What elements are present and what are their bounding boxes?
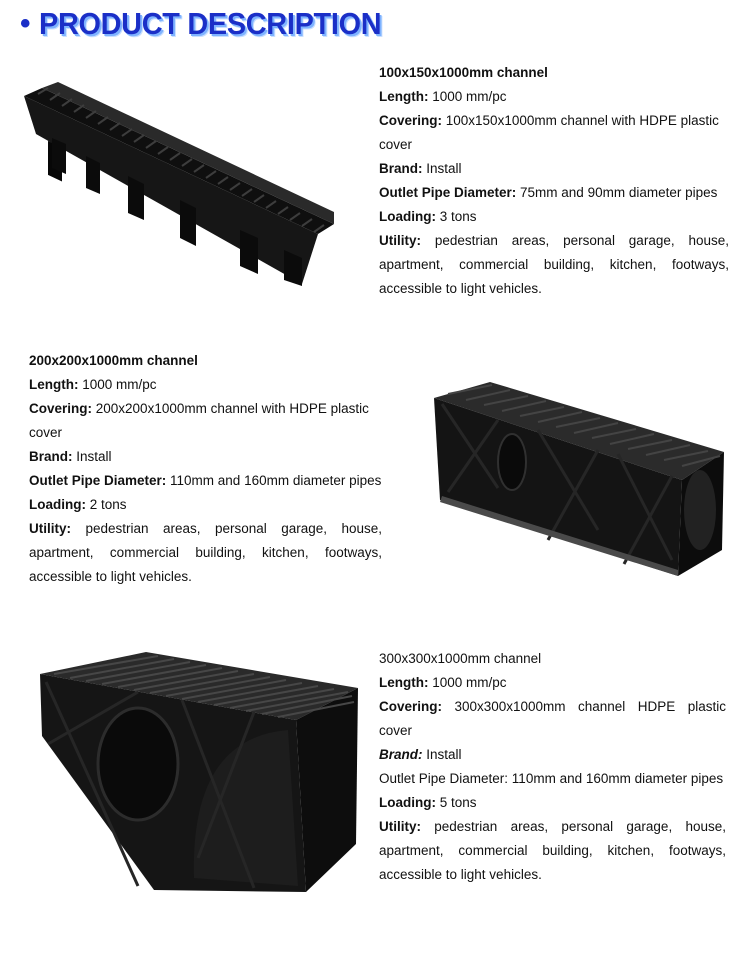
product-spec-100x150 [379, 61, 729, 301]
channel-300x300-image [18, 648, 358, 894]
length-label: Length: [379, 89, 429, 104]
loading-value: 2 tons [86, 497, 127, 512]
brand-value: Install [422, 747, 462, 762]
brand-value: Install [72, 449, 112, 464]
length-label: Length: [29, 377, 79, 392]
utility-label: Utility: [379, 233, 421, 248]
channel-200x200-image [428, 380, 730, 580]
channel-body [434, 382, 724, 576]
outlet-value: 110mm and 160mm diameter pipes [166, 473, 382, 488]
outlet-value: 75mm and 90mm diameter pipes [516, 185, 718, 200]
outlet-value: Outlet Pipe Diameter: 110mm and 160mm diameter pipes [379, 771, 724, 786]
product-spec-200x200 [29, 349, 382, 589]
loading-value: 5 tons [436, 795, 477, 810]
covering-label: Covering: [379, 113, 443, 128]
utility-value: pedestrian areas, personal garage, house, apartment, commercial building, kitchen, footways, accessible to light vehicles. [379, 819, 726, 882]
loading-value: 3 tons [436, 209, 477, 224]
product-heading: 200x200x1000mm channel [29, 353, 198, 368]
covering-label: Covering: [379, 699, 443, 714]
product-heading: 300x300x1000mm channel [379, 651, 542, 666]
section-header [20, 4, 407, 44]
covering-label: Covering: [29, 401, 93, 416]
section-title: PRODUCT DESCRIPTION [38, 6, 381, 41]
loading-label: Loading: [379, 209, 436, 224]
outlet-label: Outlet Pipe Diameter: [29, 473, 167, 488]
length-value: 1000 mm/pc [428, 89, 507, 104]
product-spec-300x300 [379, 647, 726, 887]
brand-label: Brand: [379, 161, 423, 176]
length-label: Length: [379, 675, 429, 690]
outlet-label: Outlet Pipe Diameter: [379, 185, 517, 200]
utility-label: Utility: [379, 819, 421, 834]
utility-value: pedestrian areas, personal garage, house, apartment, commercial building, kitchen, footways, accessible to light vehicles. [29, 521, 382, 584]
product-heading: 100x150x1000mm channel [379, 65, 548, 80]
loading-label: Loading: [379, 795, 436, 810]
brand-label: Brand: [29, 449, 73, 464]
utility-value: pedestrian areas, personal garage, house, apartment, commercial building, kitchen, footways, accessible to light vehicles. [379, 233, 729, 296]
covering-value: 300x300x1000mm channel HDPE plastic cover [379, 699, 726, 738]
channel-100x150-image [16, 78, 334, 292]
brand-value: Install [422, 161, 462, 176]
covering-value: 200x200x1000mm channel with HDPE plastic cover [29, 401, 369, 440]
loading-label: Loading: [29, 497, 86, 512]
covering-value: 100x150x1000mm channel with HDPE plastic cover [379, 113, 719, 152]
header-bullet: • [20, 7, 31, 40]
length-value: 1000 mm/pc [428, 675, 507, 690]
utility-label: Utility: [29, 521, 71, 536]
channel-body [24, 82, 334, 286]
brand-label: Brand: [379, 747, 423, 762]
length-value: 1000 mm/pc [78, 377, 157, 392]
